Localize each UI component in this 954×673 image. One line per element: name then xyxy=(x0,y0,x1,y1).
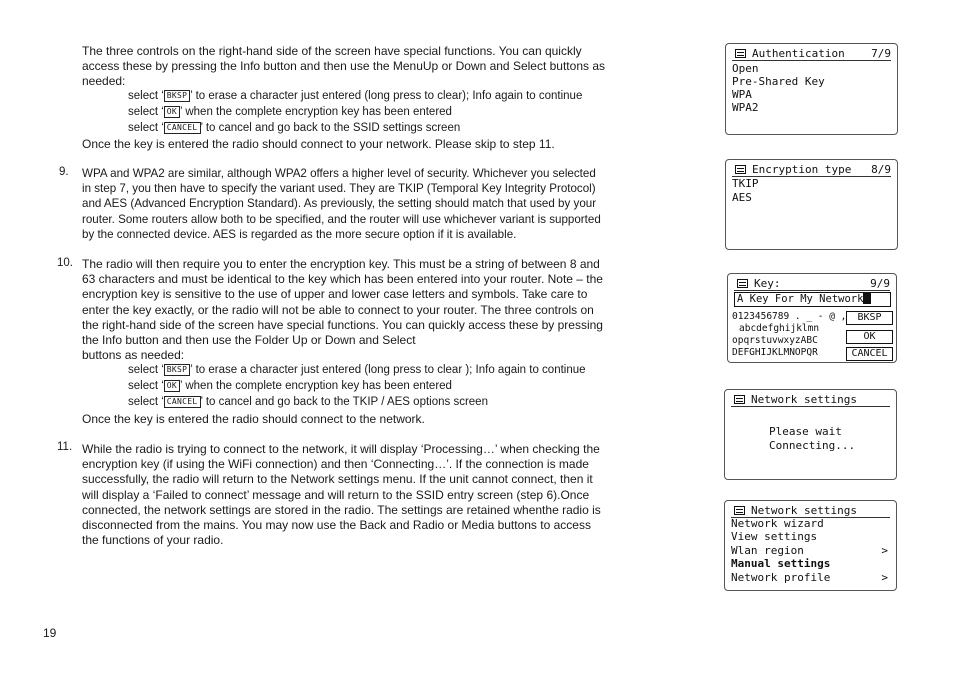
select-desc: ’ when the complete encryption key has been entered xyxy=(180,380,452,392)
page-number: 19 xyxy=(43,626,57,640)
bksp-key: BKSP xyxy=(164,90,190,102)
menu-item-network-wizard[interactable]: Network wizard xyxy=(731,517,824,530)
menu-list-icon xyxy=(734,506,745,515)
ok-key: OK xyxy=(164,380,180,392)
step-number-11: 11. xyxy=(57,441,73,453)
menu-item-wpa[interactable]: WPA xyxy=(732,88,752,101)
screen-page-indicator: 7/9 xyxy=(871,47,891,60)
text-cursor xyxy=(863,293,871,304)
screen-title: Encryption type xyxy=(752,163,852,176)
screen-title: Authentication xyxy=(752,47,845,60)
screen-header xyxy=(732,47,891,61)
menu-item-manual-settings[interactable]: Manual settings xyxy=(731,557,831,570)
select-desc: ’ to cancel and go back to the TKIP / AES options screen xyxy=(200,396,488,408)
bksp-button[interactable]: BKSP xyxy=(846,311,893,325)
step-10-paragraph-tail: buttons as needed: xyxy=(82,348,185,362)
select-prefix: select ‘ xyxy=(128,106,164,118)
screen-title: Network settings xyxy=(751,504,857,517)
select-desc: ’ to erase a character just entered (long press to clear); Info again to continue xyxy=(190,90,583,102)
screen-header xyxy=(734,277,890,291)
menu-list-icon xyxy=(735,49,746,58)
connecting-screen xyxy=(724,389,897,480)
select-desc: ’ to erase a character just entered (long press to clear ); Info again to continue xyxy=(190,364,586,376)
char-row-1[interactable]: 0123456789 . _ - @ , xyxy=(732,311,847,322)
menu-list-icon xyxy=(735,165,746,174)
select-cancel-line-b xyxy=(128,396,488,408)
ok-key: OK xyxy=(164,106,180,118)
menu-item-view-settings[interactable]: View settings xyxy=(731,530,818,543)
status-line-1: Please wait xyxy=(769,425,842,438)
step-9-paragraph: WPA and WPA2 are similar, although WPA2 offers a higher level of security. Whichever you selected in step 7, you then have to specify the variant used. They are TKIP (Temporal Key Integrity Protocol) and AES (Advanced Encryption Standard). As previously, the setting should match that used by your router. Some routers allow both to be specified, and the router will use whichever variant is supported by the connected device. AES is regarded as the more secure option if it is available. xyxy=(82,167,601,241)
once-paragraph-2: Once the key is entered the radio should connect to the network. xyxy=(82,412,425,426)
key-entry-field[interactable]: A Key For My Network xyxy=(734,292,891,307)
menu-item-tkip[interactable]: TKIP xyxy=(732,177,759,190)
once-paragraph-1: Once the key is entered the radio should connect to your network. Please skip to step 11. xyxy=(82,137,555,151)
step-number-9: 9. xyxy=(59,166,69,178)
encryption-type-screen xyxy=(725,159,898,250)
select-bksp-line-b xyxy=(128,364,586,376)
menu-item-network-profile[interactable]: Network profile > xyxy=(731,571,888,584)
cancel-button[interactable]: CANCEL xyxy=(846,347,893,361)
screen-header xyxy=(731,393,890,407)
menu-item-wlan-region[interactable]: Wlan region > xyxy=(731,544,888,557)
status-message xyxy=(769,425,855,453)
select-prefix: select ‘ xyxy=(128,364,164,376)
char-row-3[interactable]: opqrstuvwxyzABC xyxy=(732,335,818,346)
select-bksp-line-a xyxy=(128,90,582,102)
cancel-key: CANCEL xyxy=(164,122,201,134)
step-number-10: 10. xyxy=(57,257,73,269)
select-ok-line-a xyxy=(128,106,452,118)
submenu-arrow-icon: > xyxy=(881,544,888,557)
screen-title: Key: xyxy=(754,277,781,290)
select-cancel-line-a xyxy=(128,122,460,134)
screen-page-indicator: 9/9 xyxy=(870,277,890,290)
select-prefix: select ‘ xyxy=(128,396,164,408)
select-prefix: select ‘ xyxy=(128,380,164,392)
key-entry-screen xyxy=(727,273,897,363)
screen-page-indicator: 8/9 xyxy=(871,163,891,176)
menu-list-icon xyxy=(737,279,748,288)
char-row-2[interactable]: abcdefghijklmn xyxy=(739,323,820,334)
char-row-4[interactable]: DEFGHIJKLMNOPQR xyxy=(732,347,818,358)
select-desc: ’ when the complete encryption key has been entered xyxy=(180,106,452,118)
menu-item-open[interactable]: Open xyxy=(732,62,759,75)
select-desc: ’ to cancel and go back to the SSID settings screen xyxy=(200,122,461,134)
status-line-2: Connecting... xyxy=(769,439,856,452)
step-11-paragraph: While the radio is trying to connect to the network, it will display ‘Processing…’ when checking the encryption key (if using the WiFi connection) and then ‘Connecting…’. If the connection is made successfully, the radio will return to the Network settings menu. If the unit cannot connect, then it will display a ‘Failed to connect’ message and will return to the SSID entry screen (step 6).Once connected, the network settings are stored in the radio. The settings are retained whenthe radio is disconnected from the mains. You may now use the Back and Radio or Media buttons to access the functions of your radio. xyxy=(82,442,601,548)
screen-title: Network settings xyxy=(751,393,857,406)
bksp-key: BKSP xyxy=(164,364,190,376)
screen-header xyxy=(731,504,890,518)
cancel-key: CANCEL xyxy=(164,396,201,408)
menu-item-pre-shared-key[interactable]: Pre-Shared Key xyxy=(732,75,825,88)
select-prefix: select ‘ xyxy=(128,122,164,134)
select-ok-line-b xyxy=(128,380,452,392)
screen-header xyxy=(732,163,891,177)
menu-list-icon xyxy=(734,395,745,404)
authentication-screen xyxy=(725,43,898,135)
step-10-paragraph: The radio will then require you to enter the encryption key. This must be a string of between 8 and 63 characters and must be identical to the key which has been entered into your router. Note – the encryption key is sensitive to the use of upper and lower case letters and symbols. Take care to enter the key exactly, or the radio will not be able to connect to your router. The three controls on the right-hand side of the screen have special functions. You can quickly access these by pressing the Info button and then use the Folder Up or Down and Select xyxy=(82,257,603,348)
menu-item-aes[interactable]: AES xyxy=(732,191,752,204)
intro-paragraph: The three controls on the right-hand side of the screen have special functions. You can quickly access these by pressing the Info button and then use the MenuUp or Down and Select buttons as needed: xyxy=(82,44,605,89)
select-prefix: select ‘ xyxy=(128,90,164,102)
menu-item-wpa2[interactable]: WPA2 xyxy=(732,101,759,114)
ok-button[interactable]: OK xyxy=(846,330,893,344)
network-settings-screen xyxy=(724,500,897,591)
submenu-arrow-icon: > xyxy=(881,571,888,584)
